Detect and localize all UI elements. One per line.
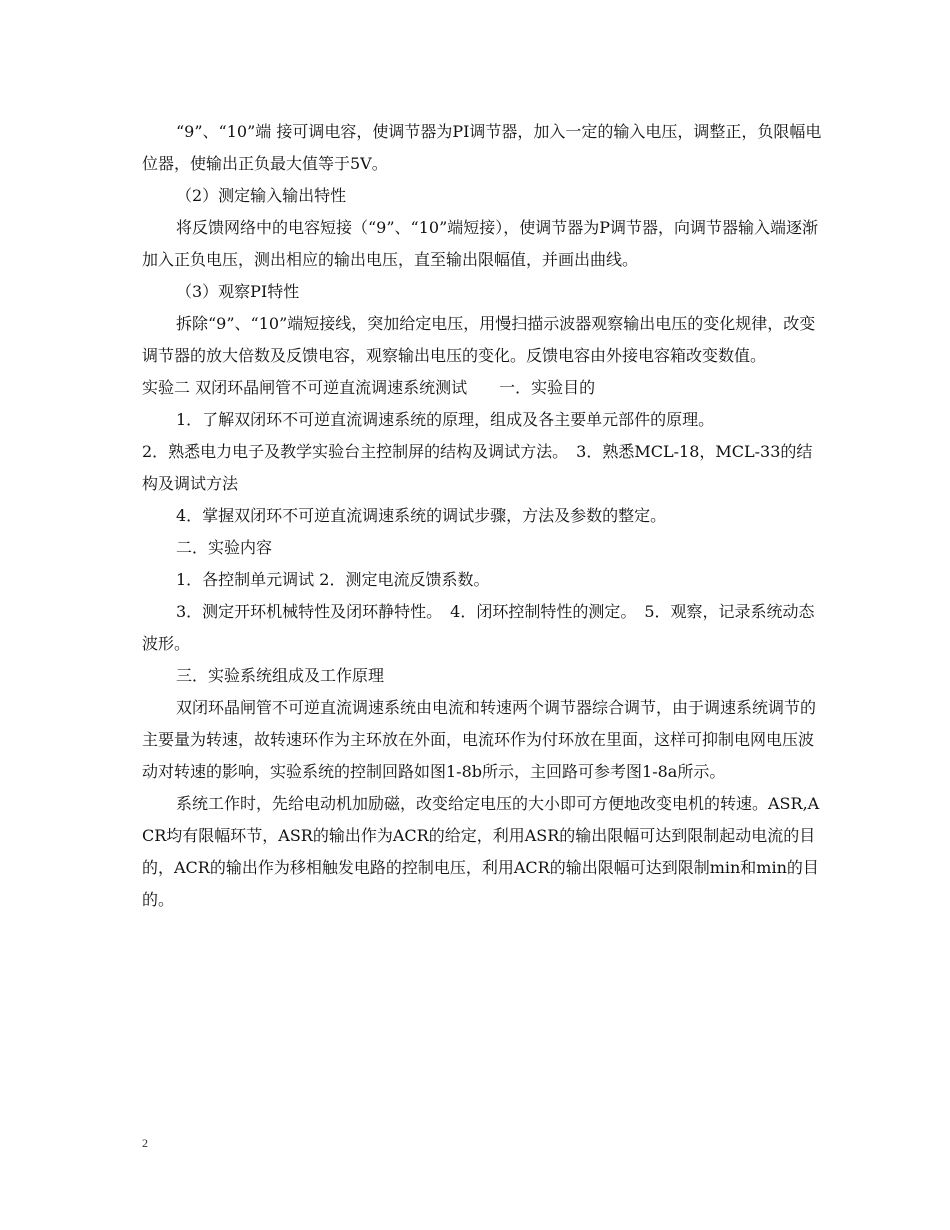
objective-item-4: 4．掌握双闭环不可逆直流调速系统的调试步骤，方法及参数的整定。	[176, 506, 667, 525]
objective-items-2-3: 2．熟悉电力电子及教学实验台主控制屏的结构及调试方法。 3．熟悉MCL-18，MCL-33的结构及调试方法	[142, 442, 813, 493]
paragraph-system-operation: 系统工作时，先给电动机加励磁，改变给定电压的大小即可方便地改变电机的转速。ASR,ACR均有限幅环节，ASR的输出作为ACR的给定，利用ASR的输出限幅可达到限制起动电流的目的，ACR的输出作为移相触发电路的控制电压，利用ACR的输出限幅可达到限制min和min的目的。	[142, 794, 820, 909]
paragraph-system-principle: 双闭环晶闸管不可逆直流调速系统由电流和转速两个调节器综合调节，由于调速系统调节的主要量为转速，故转速环作为主环放在外面，电流环作为付环放在里面，这样可抑制电网电压波动对转速的影响，实验系统的控制回路如图1-8b所示，主回路可参考图1-8a所示。	[142, 698, 817, 781]
content-items-3-5: 3．测定开环机械特性及闭环静特性。 4．闭环控制特性的测定。 5．观察，记录系统动态波形。	[142, 602, 815, 653]
page-body	[142, 116, 822, 916]
paragraph-io-characteristics: 将反馈网络中的电容短接（“9”、“10”端短接），使调节器为P调节器，向调节器输入端逐渐加入正负电压，测出相应的输出电压，直至输出限幅值，并画出曲线。	[142, 218, 819, 269]
heading-pi-characteristics: （3）观察PI特性	[176, 282, 300, 301]
content-items-1-2: 1．各控制单元调试 2．测定电流反馈系数。	[176, 570, 490, 589]
section-heading-content: 二．实验内容	[176, 538, 273, 557]
section-heading-principle: 三．实验系统组成及工作原理	[176, 666, 385, 685]
page-number: 2	[142, 1136, 148, 1150]
experiment-two-title: 实验二 双闭环晶闸管不可逆直流调速系统测试 一．实验目的	[142, 378, 596, 397]
paragraph-pi-characteristics: 拆除“9”、“10”端短接线，突加给定电压，用慢扫描示波器观察输出电压的变化规律，改变调节器的放大倍数及反馈电容，观察输出电压的变化。反馈电容由外接电容箱改变数值。	[142, 314, 816, 365]
heading-io-characteristics: （2）测定输入输出特性	[176, 186, 347, 205]
paragraph-capacitor-setup: “9”、“10”端 接可调电容，使调节器为PI调节器，加入一定的输入电压，调整正，负限幅电位器，使输出正负最大值等于5V。	[142, 122, 822, 173]
objective-item-1: 1．了解双闭环不可逆直流调速系统的原理，组成及各主要单元部件的原理。	[176, 410, 715, 429]
